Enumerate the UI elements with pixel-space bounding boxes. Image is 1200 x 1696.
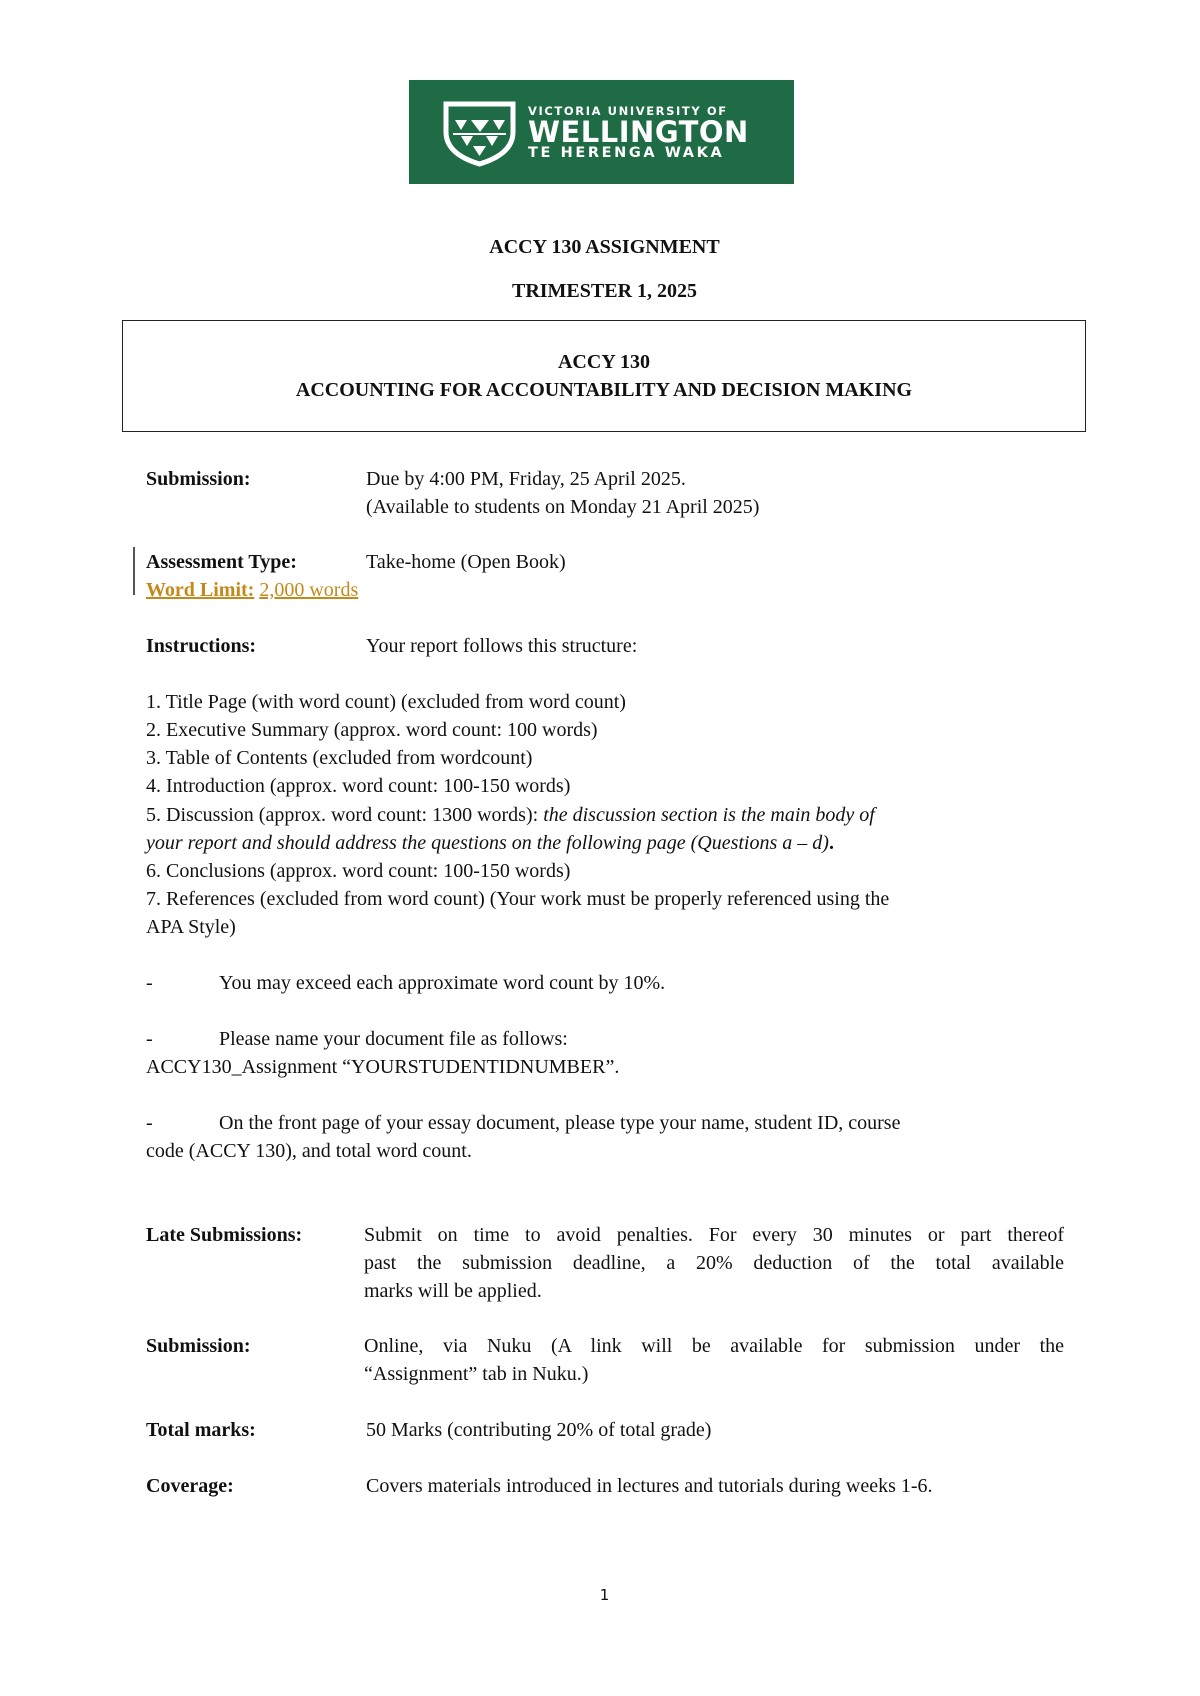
submission-available: (Available to students on Monday 21 April 2025) bbox=[366, 496, 760, 518]
discussion-text: 5. Discussion (approx. word count: 1300 words): bbox=[146, 804, 544, 826]
assessment-type-label: Assessment Type: bbox=[146, 551, 297, 573]
course-box bbox=[122, 320, 1086, 432]
bullet-text: On the front page of your essay document, please type your name, student ID, course bbox=[219, 1112, 901, 1134]
online-line: Online, via Nuku (A link will be available for submission under the bbox=[364, 1335, 1064, 1357]
word-limit-value: 2,000 words bbox=[259, 579, 359, 601]
late-line: Submit on time to avoid penalties. For every 30 minutes or part thereof bbox=[364, 1224, 1064, 1246]
late-line: past the submission deadline, a 20% deduction of the total available bbox=[364, 1252, 1064, 1274]
late-submissions-text bbox=[364, 1221, 1064, 1305]
trimester-title: TRIMESTER 1, 2025 bbox=[511, 280, 698, 302]
discussion-end: . bbox=[828, 832, 834, 854]
course-name: ACCOUNTING FOR ACCOUNTABILITY AND DECISION MAKING bbox=[295, 379, 913, 401]
instructions-intro: Your report follows this structure: bbox=[366, 635, 638, 657]
bullet-continuation: code (ACCY 130), and total word count. bbox=[146, 1140, 472, 1162]
logo-line-2: WELLINGTON bbox=[528, 115, 749, 149]
coverage-value: Covers materials introduced in lectures and tutorials during weeks 1-6. bbox=[366, 1475, 933, 1497]
submission-due: Due by 4:00 PM, Friday, 25 April 2025. bbox=[366, 468, 686, 490]
university-logo bbox=[409, 80, 794, 184]
submission-label: Submission: bbox=[146, 468, 251, 490]
list-item: 2. Executive Summary (approx. word count: 100 words) bbox=[146, 719, 598, 741]
bullet-text: You may exceed each approximate word count by 10%. bbox=[219, 972, 666, 994]
online-line: “Assignment” tab in Nuku.) bbox=[364, 1363, 589, 1385]
bullet-dash: - bbox=[146, 1112, 153, 1134]
late-submissions-label: Late Submissions: bbox=[146, 1224, 303, 1246]
total-marks-label: Total marks: bbox=[146, 1419, 256, 1441]
word-limit-label: Word Limit: bbox=[146, 579, 255, 601]
list-item: APA Style) bbox=[146, 916, 236, 938]
list-item-discussion-cont bbox=[146, 829, 834, 857]
logo-line-3: TE HERENGA WAKA bbox=[528, 145, 725, 161]
page-number: 1 bbox=[599, 1586, 610, 1604]
bullet-text: Please name your document file as follows: bbox=[219, 1028, 568, 1050]
bullet-continuation: ACCY130_Assignment “YOURSTUDENTIDNUMBER”. bbox=[146, 1056, 620, 1078]
late-line: marks will be applied. bbox=[364, 1280, 542, 1302]
assignment-title: ACCY 130 ASSIGNMENT bbox=[489, 236, 720, 258]
change-bar bbox=[133, 547, 135, 595]
word-limit bbox=[146, 576, 358, 604]
bullet-dash: - bbox=[146, 972, 153, 994]
discussion-italic-2: your report and should address the questions on the following page (Questions a – d) bbox=[146, 832, 829, 854]
list-item: 1. Title Page (with word count) (excluded from word count) bbox=[146, 691, 626, 713]
bullet-dash: - bbox=[146, 1028, 153, 1050]
list-item: 3. Table of Contents (excluded from wordcount) bbox=[146, 747, 533, 769]
coverage-label: Coverage: bbox=[146, 1475, 234, 1497]
list-item: 7. References (excluded from word count) (Your work must be properly referenced using the bbox=[146, 888, 890, 910]
course-code: ACCY 130 bbox=[557, 351, 651, 373]
total-marks-value: 50 Marks (contributing 20% of total grade) bbox=[366, 1419, 712, 1441]
instructions-label: Instructions: bbox=[146, 635, 257, 657]
list-item-discussion bbox=[146, 801, 875, 829]
logo-line-1: VICTORIA UNIVERSITY OF bbox=[528, 104, 728, 118]
list-item: 6. Conclusions (approx. word count: 100-150 words) bbox=[146, 860, 571, 882]
list-item: 4. Introduction (approx. word count: 100-150 words) bbox=[146, 775, 571, 797]
online-submission-text bbox=[364, 1332, 1064, 1388]
online-submission-label: Submission: bbox=[146, 1335, 251, 1357]
assessment-type-value: Take-home (Open Book) bbox=[366, 551, 566, 573]
discussion-italic-1: the discussion section is the main body of bbox=[543, 804, 875, 826]
